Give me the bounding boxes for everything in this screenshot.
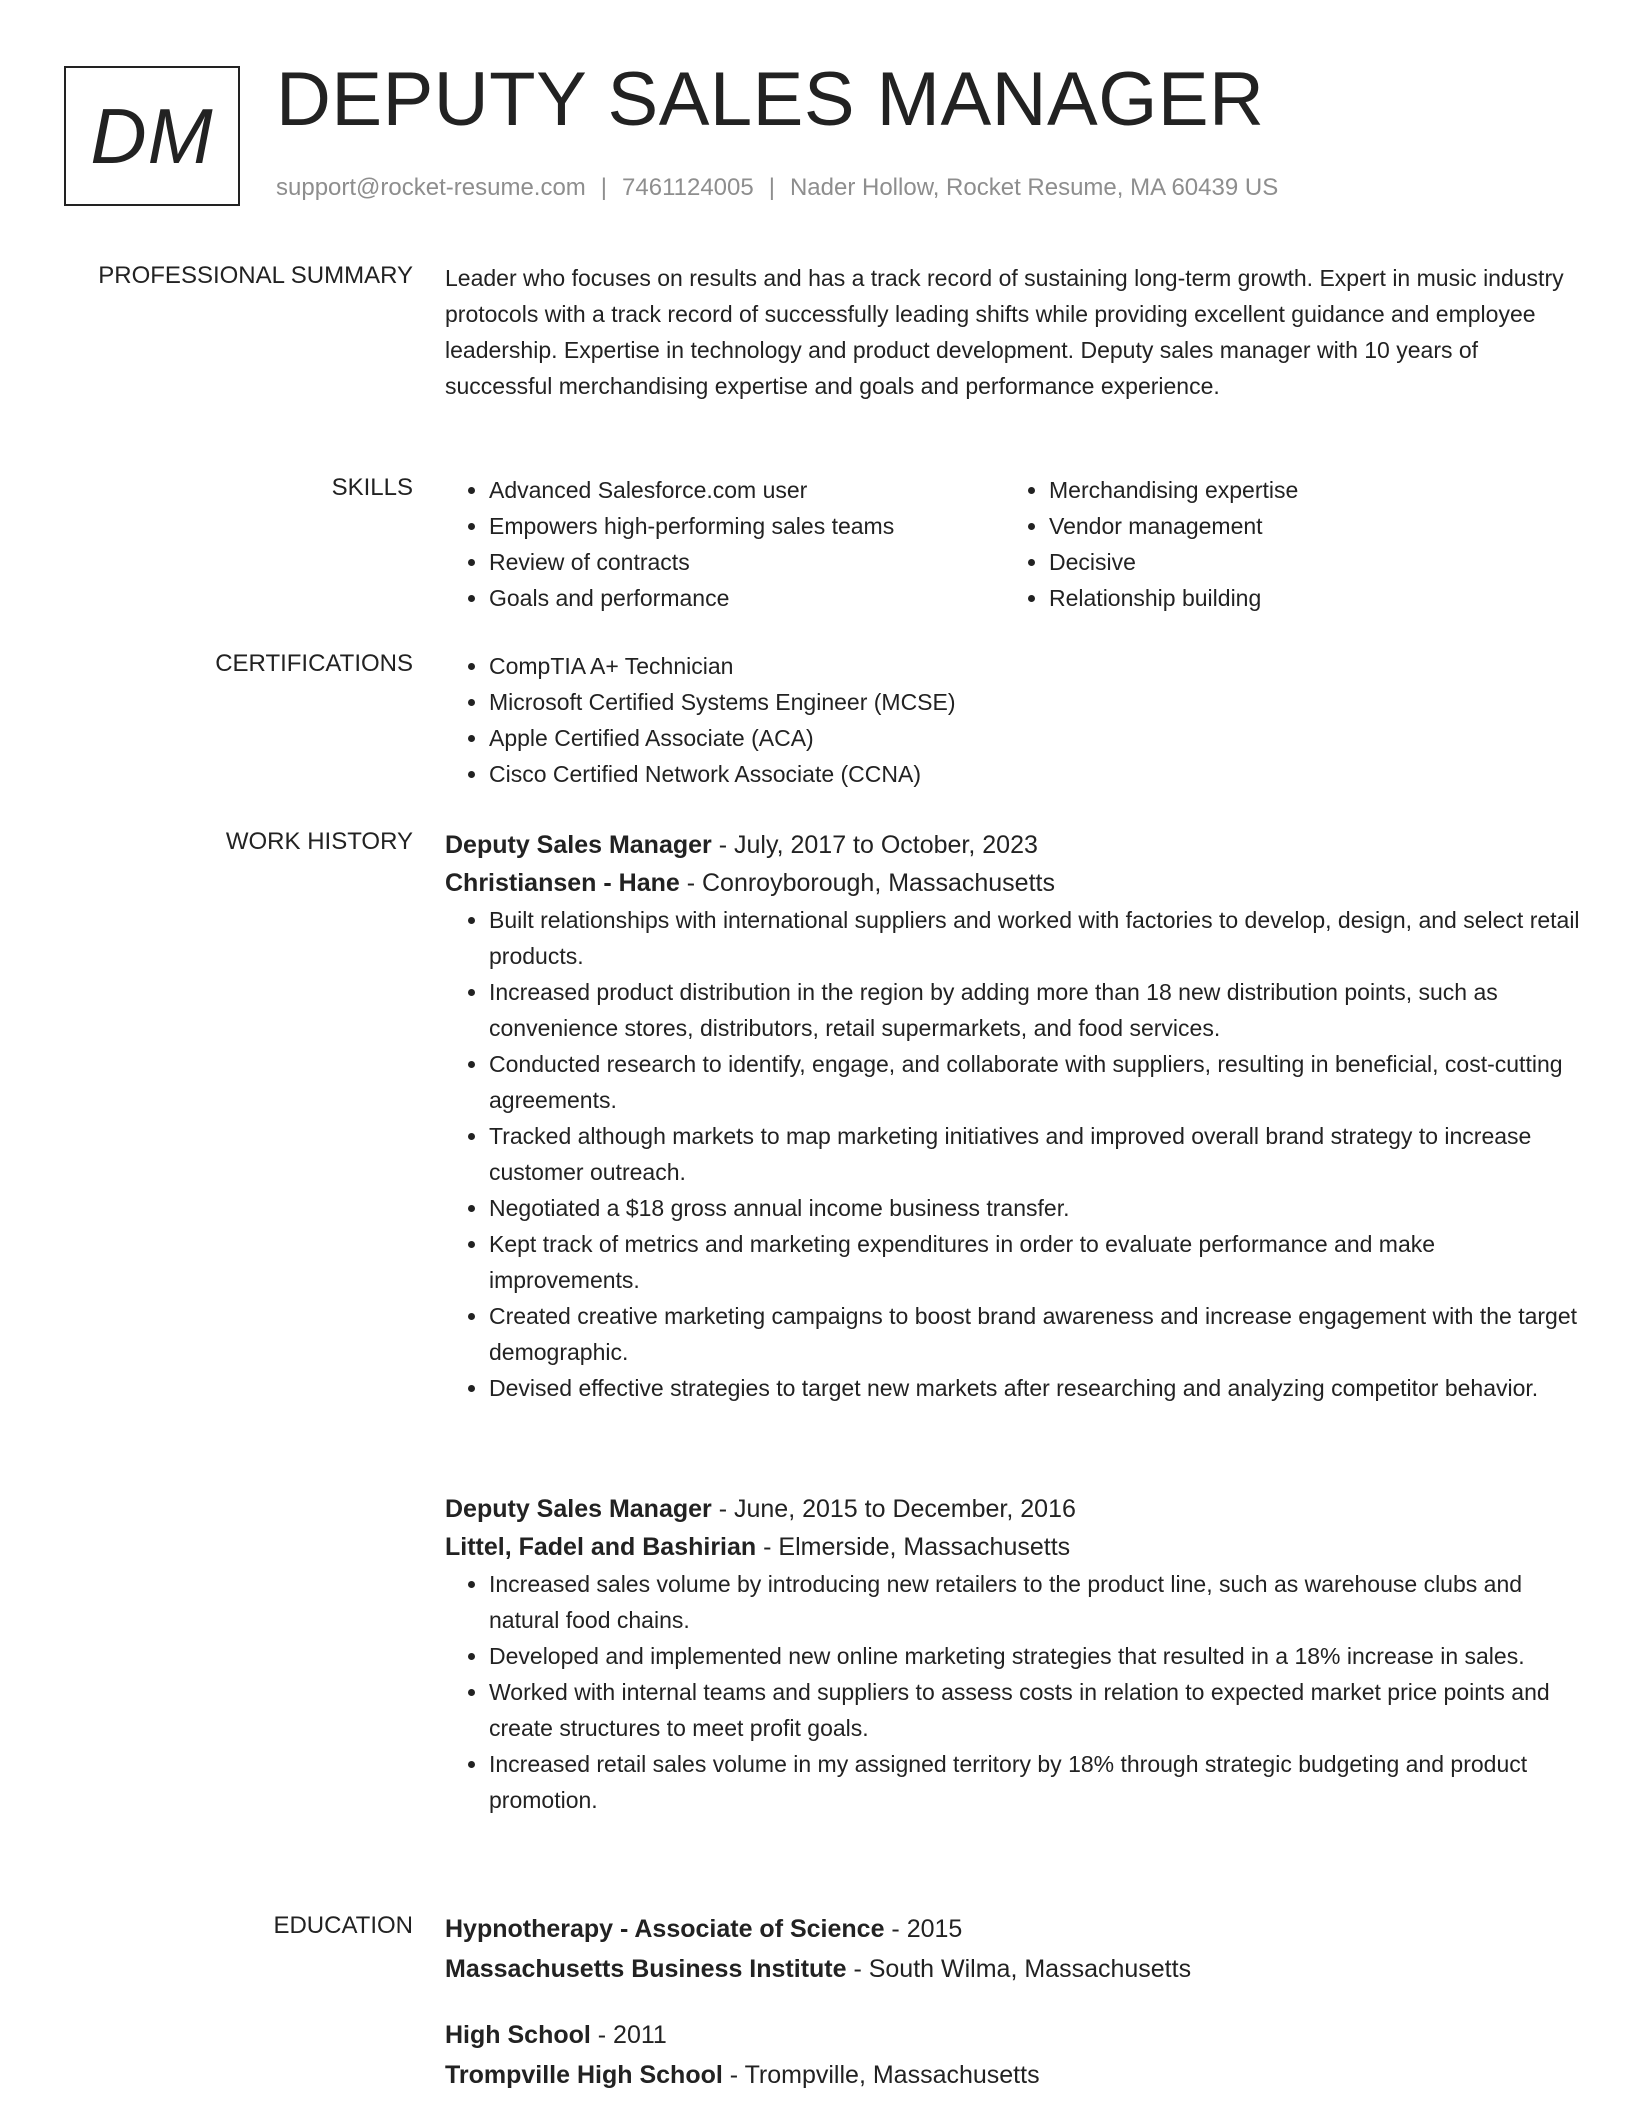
education-location: - South Wilma, Massachusetts (846, 1955, 1192, 1983)
contact-address: Nader Hollow, Rocket Resume, MA 60439 US (789, 174, 1279, 201)
education-school: Trompville High School (445, 2061, 723, 2089)
job-location: - Elmerside, Massachusetts (756, 1533, 1071, 1561)
education-year: - 2011 (590, 2021, 667, 2049)
education-school: Massachusetts Business Institute (445, 1955, 847, 1983)
contact-separator: | (600, 174, 608, 201)
job-bullet: • Created creative marketing campaigns to boost brand awareness and increase engagement with the target demographic. (489, 1298, 1580, 1370)
education-school-line (445, 2056, 1565, 2094)
skill-item: • Merchandising expertise (1049, 472, 1565, 508)
education-entry (445, 1910, 1565, 1988)
skill-item: • Advanced Salesforce.com user (489, 472, 1005, 508)
education-degree-line (445, 1910, 1565, 1948)
contact-phone[interactable]: 7461124005 (622, 174, 754, 201)
education-location: - Trompville, Massachusetts (722, 2061, 1040, 2089)
job-bullet: • Increased product distribution in the region by adding more than 18 new distribution points, such as convenience stores, distributors, retail supermarkets, and food services. (489, 974, 1580, 1046)
education-degree-line (445, 2016, 1565, 2054)
work-history-body-2 (445, 1490, 1580, 1818)
skill-item: • Vendor management (1049, 508, 1565, 544)
education-body (445, 1910, 1565, 2094)
skill-item: • Review of contracts (489, 544, 1005, 580)
job-bullet: • Devised effective strategies to target new markets after researching and analyzing competitor behavior. (489, 1370, 1580, 1406)
contact-email[interactable]: support@rocket-resume.com (276, 174, 586, 201)
summary-body (445, 260, 1570, 404)
job-bullet: • Negotiated a $18 gross annual income business transfer. (489, 1190, 1580, 1226)
work-history-body (445, 826, 1580, 1406)
job-title-line (445, 826, 1580, 864)
skills-body (445, 472, 1565, 616)
candidate-name: DEPUTY SALES MANAGER (276, 57, 1265, 142)
education-degree: High School (445, 2021, 591, 2049)
certification-item: • Apple Certified Associate (ACA) (489, 720, 1565, 756)
job-entry (445, 826, 1580, 1406)
skill-item: • Goals and performance (489, 580, 1005, 616)
job-bullet: • Built relationships with international suppliers and worked with factories to develop, design, and select retail products. (489, 902, 1580, 974)
job-bullet: • Conducted research to identify, engage, and collaborate with suppliers, resulting in beneficial, cost-cutting agreements. (489, 1046, 1580, 1118)
skills-list-left (445, 472, 1005, 616)
job-role: Deputy Sales Manager (445, 1495, 712, 1523)
job-bullet: • Worked with internal teams and suppliers to assess costs in relation to expected market price points and create structures to meet profit goals. (489, 1674, 1580, 1746)
education-year: - 2015 (884, 1915, 963, 1943)
section-title-work-history: WORK HISTORY (225, 828, 413, 855)
skills-list-right (1005, 472, 1565, 616)
job-bullet: • Increased retail sales volume in my assigned territory by 18% through strategic budgeting and product promotion. (489, 1746, 1580, 1818)
section-title-education: EDUCATION (273, 1912, 413, 1939)
certification-item: • Cisco Certified Network Associate (CCNA) (489, 756, 1565, 792)
job-bullets (445, 1566, 1580, 1818)
job-company-line (445, 864, 1580, 902)
job-dates: - June, 2015 to December, 2016 (711, 1495, 1076, 1523)
skill-item: • Empowers high-performing sales teams (489, 508, 1005, 544)
job-company: Littel, Fadel and Bashirian (445, 1533, 757, 1561)
job-entry (445, 1490, 1580, 1818)
job-bullets (445, 902, 1580, 1406)
job-bullet: • Kept track of metrics and marketing expenditures in order to evaluate performance and make improvements. (489, 1226, 1580, 1298)
certifications-body (445, 648, 1565, 792)
monogram-initials: DM (90, 91, 214, 180)
job-location: - Conroyborough, Massachusetts (679, 869, 1055, 897)
section-title-skills: SKILLS (331, 474, 413, 501)
education-degree: Hypnotherapy - Associate of Science (445, 1915, 885, 1943)
skill-item: • Relationship building (1049, 580, 1565, 616)
job-bullet: • Increased sales volume by introducing new retailers to the product line, such as warehouse clubs and natural food chains. (489, 1566, 1580, 1638)
contact-separator: | (768, 174, 775, 201)
job-title-line (445, 1490, 1580, 1528)
education-entry (445, 2016, 1565, 2094)
job-company: Christiansen - Hane (445, 869, 680, 897)
certification-item: • Microsoft Certified Systems Engineer (MCSE) (489, 684, 1565, 720)
job-bullet: • Developed and implemented new online marketing strategies that resulted in a 18% increase in sales. (489, 1638, 1580, 1674)
certifications-list (445, 648, 1565, 792)
certification-item: • CompTIA A+ Technician (489, 648, 1565, 684)
education-school-line (445, 1950, 1565, 1988)
job-dates: - July, 2017 to October, 2023 (711, 831, 1038, 859)
skill-item: • Decisive (1049, 544, 1565, 580)
section-title-certifications: CERTIFICATIONS (215, 650, 413, 677)
job-bullet: • Tracked although markets to map marketing initiatives and improved overall brand strategy to increase customer outreach. (489, 1118, 1580, 1190)
section-title-summary: PROFESSIONAL SUMMARY (98, 262, 413, 289)
job-company-line (445, 1528, 1580, 1566)
monogram-box (64, 66, 240, 206)
summary-text: Leader who focuses on results and has a track record of sustaining long-term growth. Expert in music industry protocols with a track record of successfully leading shifts while providing excellent guidance and employee leadership. Expertise in technology and product development. Deputy sales manager with 10 years of successful merchandising expertise and goals and performance experience. (445, 265, 1564, 399)
job-role: Deputy Sales Manager (445, 831, 712, 859)
contact-line (276, 174, 1278, 202)
